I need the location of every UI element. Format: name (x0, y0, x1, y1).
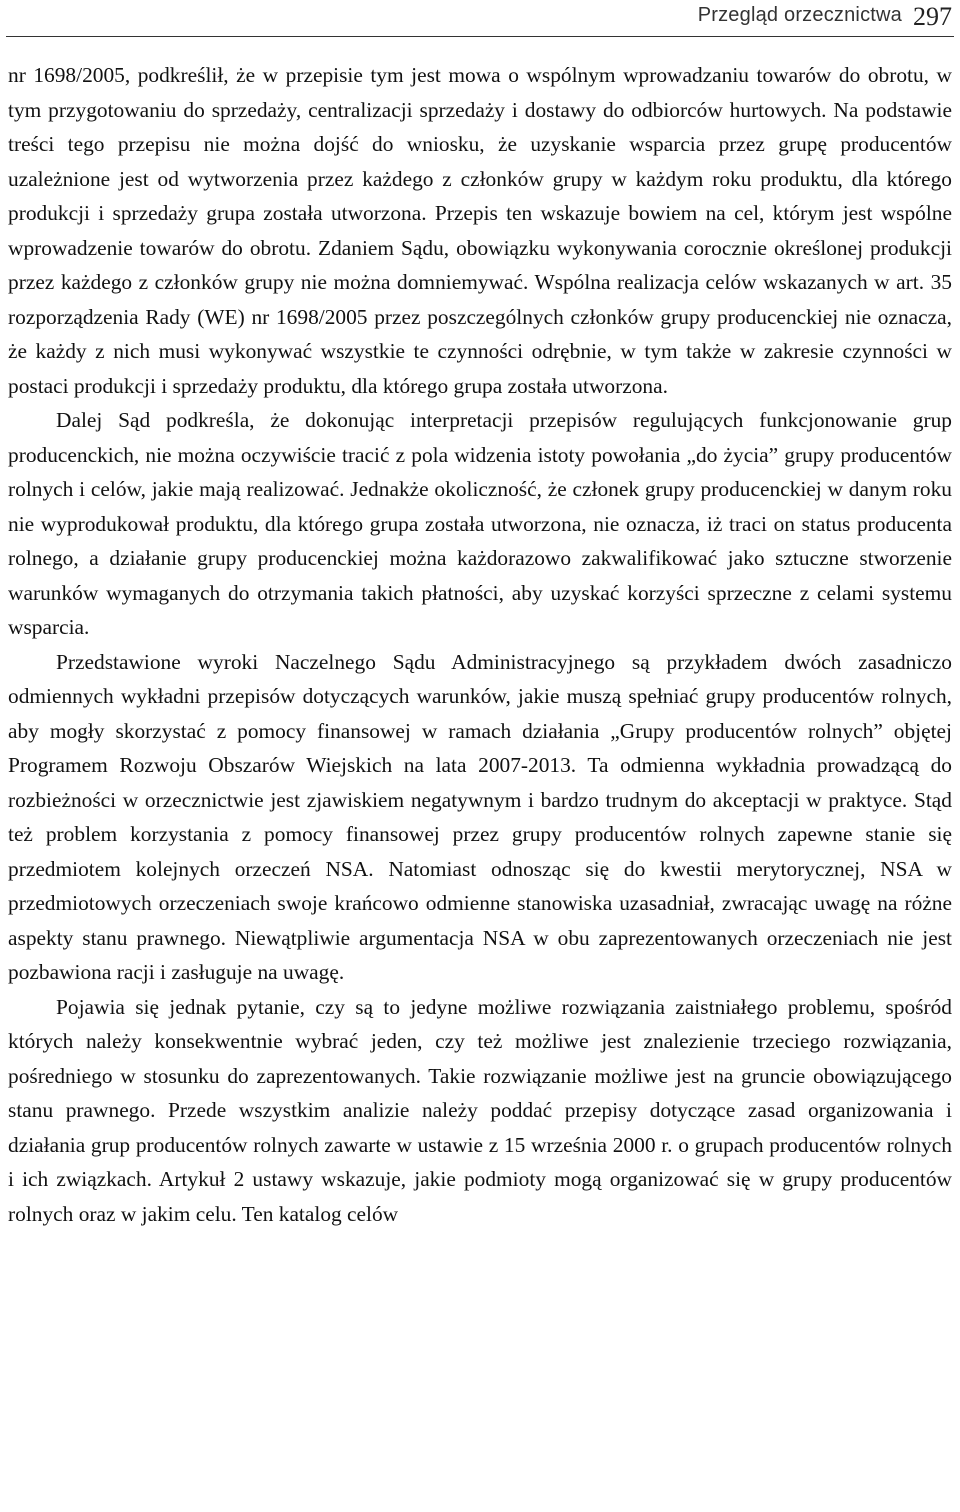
body-text (8, 58, 952, 1231)
paragraph: Pojawia się jednak pytanie, czy są to jedyne możliwe rozwiązania zaistniałego problemu, spośród których należy konsekwentnie wybrać jeden, czy też możliwe jest znalezienie trzeciego rozwiązania, pośredniego w stosunku do zaprezentowanych. Takie rozwiązanie możliwe jest na gruncie obowiązującego stanu prawnego. Przede wszystkim analizie należy poddać przepisy dotyczące zasad organizowania i działania grup producentów rolnych zawarte w ustawie z 15 września 2000 r. o grupach producentów rolnych i ich związkach. Artykuł 2 ustawy wskazuje, jakie podmioty mogą organizować się w grupy producentów rolnych oraz w jakim celu. Ten katalog celów (8, 994, 952, 1226)
running-header (6, 0, 954, 37)
page-number: 297 (913, 2, 952, 31)
paragraph: Dalej Sąd podkreśla, że dokonując interpretacji przepisów regulujących funkcjonowanie grup producenckich, nie można oczywiście tracić z pola widzenia istoty powołania „do życia” grupy producentów rolnych i celów, jakie mają realizować. Jednakże okoliczność, że członek grupy producenckiej w danym roku nie wyprodukował produktu, dla którego grupa została utworzona, nie oznacza, iż traci on status producenta rolnego, a działanie grupy producenckiej można każdorazowo zakwalifikować jako sztuczne stworzenie warunków wymaganych do otrzymania takich płatności, aby uzyskać korzyści sprzeczne z celami systemu wsparcia. (8, 408, 952, 639)
paragraph: Przedstawione wyroki Naczelnego Sądu Administracyjnego są przykładem dwóch zasadniczo odmiennych wykładni przepisów dotyczących warunków, jakie muszą spełniać grupy producentów rolnych, aby mogły skorzystać z pomocy finansowej w ramach działania „Grupy producentów rolnych” objętej Programem Rozwoju Obszarów Wiejskich na lata 2007-2013. Ta odmienna wykładnia prowadzącą do rozbieżności w orzecznictwie jest zjawiskiem negatywnym i bardzo trudnym do akceptacji w praktyce. Stąd też problem korzystania z pomocy finansowej przez grupy producentów rolnych zapewne stanie się przedmiotem kolejnych orzeczeń NSA. Natomiast odnosząc się do kwestii merytorycznej, NSA w przedmiotowych orzeczeniach swoje krańcowo odmienne stanowiska uzasadniał, zwracając uwagę na różne aspekty stanu prawnego. Niewątpliwie argumentacja NSA w obu zaprezentowanych orzeczeniach nie jest pozbawiona racji i zasługuje na uwagę. (8, 649, 952, 984)
paragraph: nr 1698/2005, podkreślił, że w przepisie tym jest mowa o wspólnym wprowadzaniu towarów do obrotu, w tym przygotowaniu do sprzedaży, centralizacji sprzedaży i dostawy do odbiorców hurtowych. Na podstawie treści tego przepisu nie można dojść do wniosku, że uzyskanie wsparcia przez grupę producentów uzależnione jest od wytworzenia przez każdego z członków grupy w każdym roku produktu, dla którego produkcji i sprzedaży grupa została utworzona. Przepis ten wskazuje bowiem na cel, którym jest wspólne wprowadzenie towarów do obrotu. Zdaniem Sądu, obowiązku wykonywania corocznie określonej produkcji przez każdego z członków grupy nie można domniemywać. Wspólna realizacja celów wskazanych w art. 35 rozporządzenia Rady (WE) nr 1698/2005 przez poszczególnych członków grupy producenckiej nie oznacza, że każdy z nich musi wykonywać wszystkie te czynności odrębnie, w tym także w zakresie czynności w postaci produkcji i sprzedaży produktu, dla którego grupa została utworzona. (8, 63, 952, 398)
running-header-title: Przegląd orzecznictwa (697, 4, 902, 26)
